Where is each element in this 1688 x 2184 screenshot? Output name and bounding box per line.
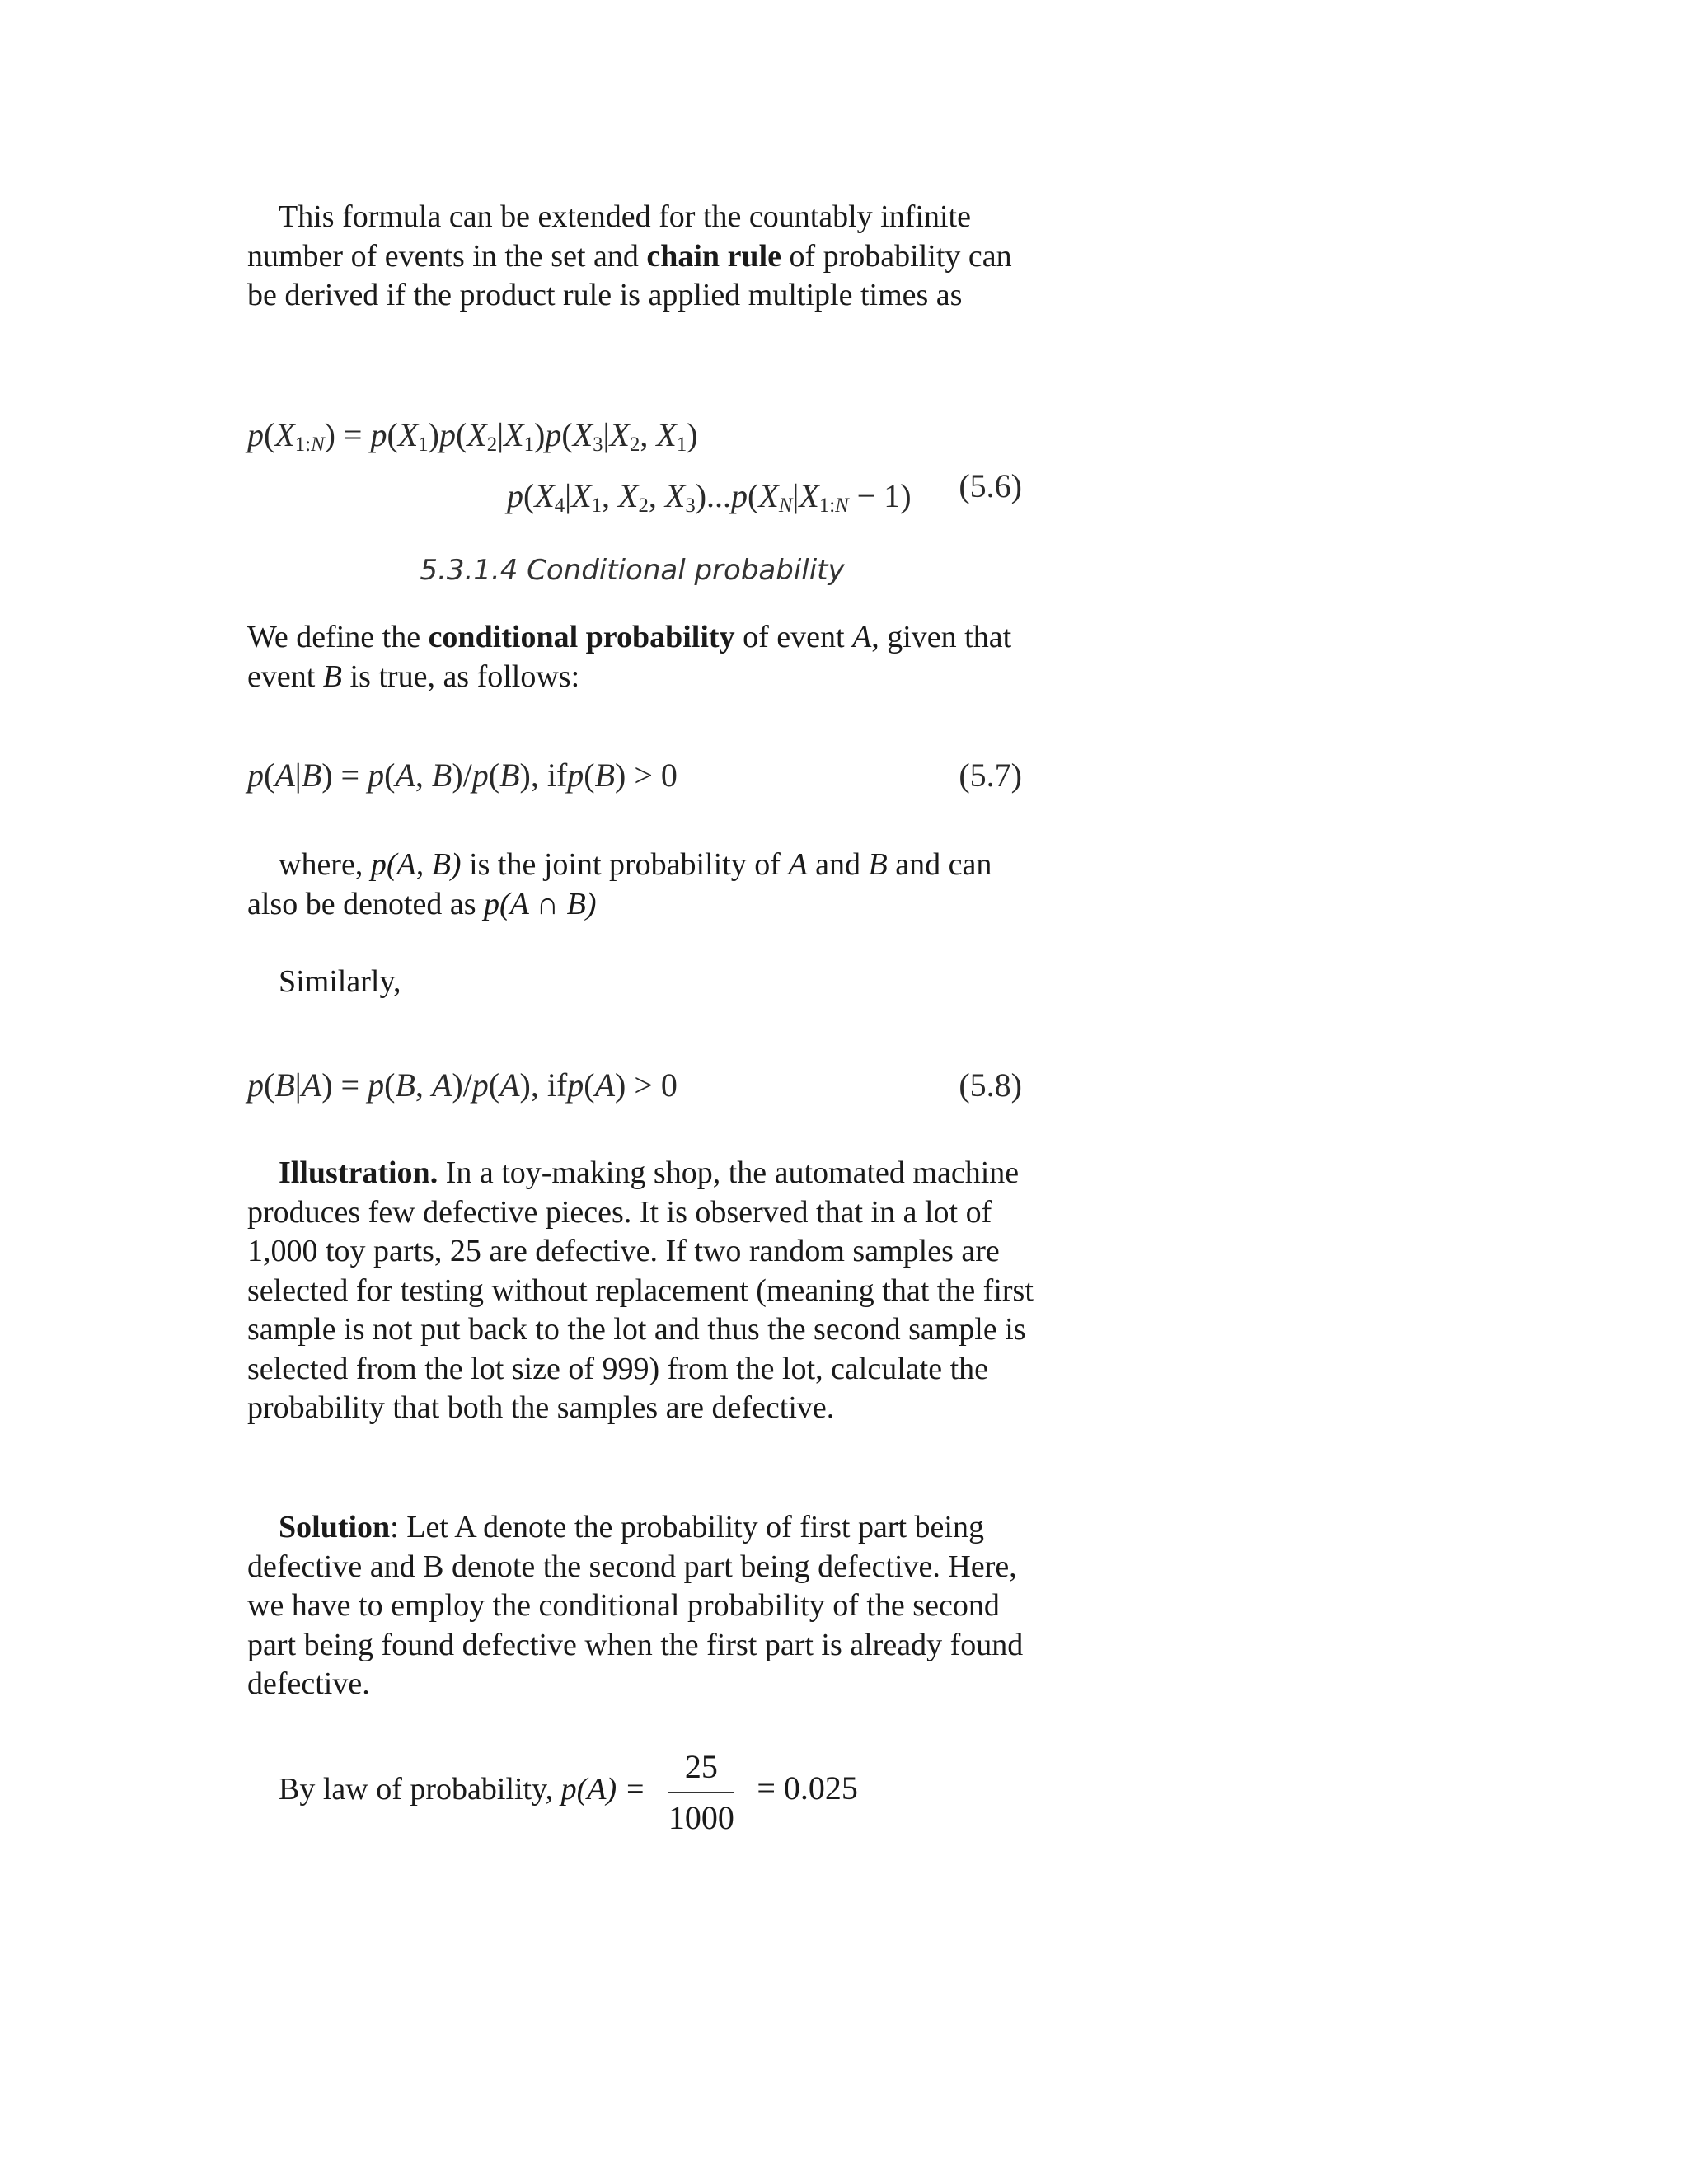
text: of probability can be derived if the product rule is applied multiple times as — [247, 238, 1012, 312]
term-chain-rule: chain rule — [646, 238, 781, 274]
section-heading: 5.3.1.4 Conditional probability — [420, 554, 845, 587]
equation-probability-a — [247, 1747, 1039, 1837]
fraction-numerator: 25 — [668, 1747, 734, 1793]
equation-5-7-formula: p(A|B) = p(A, B)/p(B), ifp(B) > 0 — [247, 757, 678, 794]
equation-5-6-line2: $p(X_4|X_1$, $X_2$, $X_3)...p(X_N|X_{1:N} - 1)$ — [507, 477, 912, 518]
law-result: = 0.025 — [757, 1769, 858, 1807]
law-pa: p(A) = — [560, 1772, 646, 1807]
paragraph-similarly: Similarly, — [279, 964, 401, 999]
text: This formula can be extended for the countably infinite number of events in the set and — [247, 199, 971, 274]
paragraph-conditional-definition: We define the conditional probability of event A, given that event B is true, as follows: — [247, 620, 1012, 694]
equation-number: (5.6) — [959, 467, 1022, 504]
label-solution: Solution — [279, 1510, 391, 1544]
equation-5-8 — [247, 1065, 1022, 1106]
label-illustration: Illustration. — [279, 1155, 438, 1190]
equation-number: (5.8) — [959, 1066, 1022, 1104]
term-conditional-probability: conditional probability — [428, 620, 735, 654]
paragraph-illustration: Illustration. In a toy-making shop, the automated machine produces few defective pieces. It is observed that in a lot of 1,000 toy parts, 25 are defective. If two random samples are selected for testing without replacement (meaning that the first sample is not put back to the lot and thus the second sample is selected from the lot size of 999) from the lot, calculate the probability that both the samples are defective. — [247, 1155, 1034, 1425]
equation-5-6 — [247, 415, 1022, 527]
paragraph-solution: Solution: Let A denote the probability of first part being defective and B denote the second part being defective. Here, we have to employ the conditional probability of the second part being found defective when the first part is already found defective. — [247, 1510, 1024, 1701]
fraction-denominator: 1000 — [668, 1798, 734, 1836]
fraction — [668, 1747, 734, 1837]
paragraph-chain-rule — [247, 198, 1039, 316]
law-prefix: By law of probability, — [279, 1772, 561, 1807]
equation-number: (5.7) — [959, 757, 1022, 794]
equation-5-8-formula: p(B|A) = p(B, A)/p(A), ifp(A) > 0 — [247, 1066, 678, 1104]
equation-5-6-line1: $p(X_{1:N}) = p(X_1)p(X_2|X_1)p(X_3|X_2$, $X_1$) — [247, 416, 698, 457]
paragraph-joint-probability: where, p(A, B) is the joint probability of A and B and can also be denoted as p(A ∩ B) — [247, 847, 992, 921]
equation-5-7 — [247, 755, 1022, 796]
